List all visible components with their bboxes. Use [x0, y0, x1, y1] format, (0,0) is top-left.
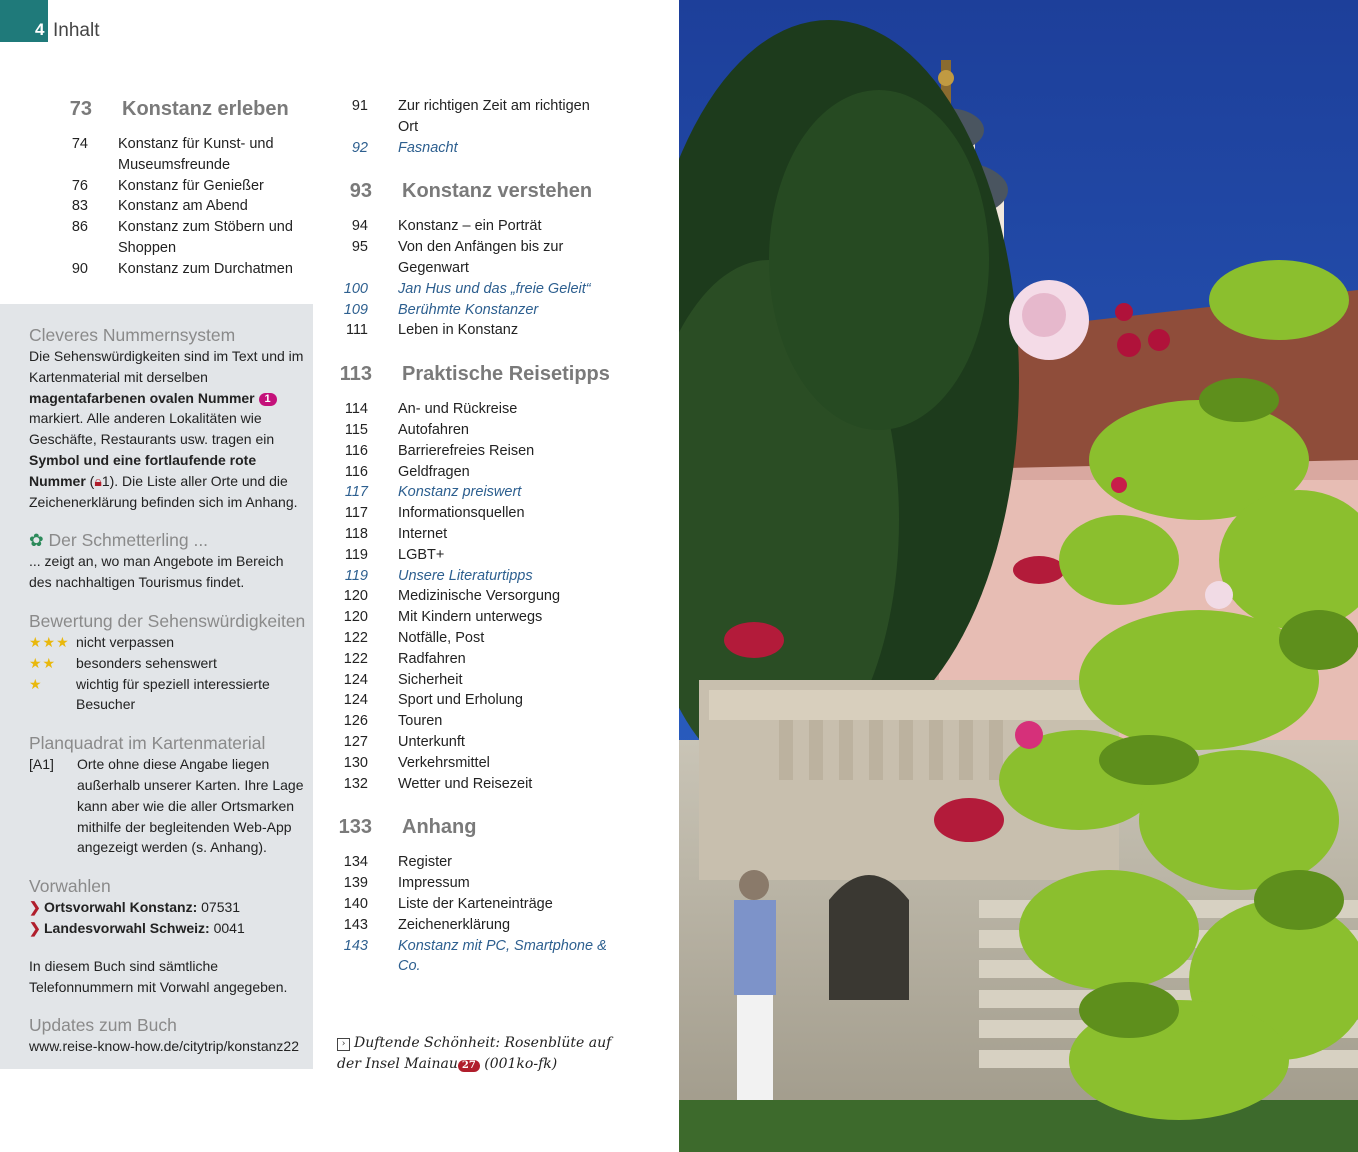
toc-page: 126	[343, 713, 368, 730]
toc-page: 90	[71, 260, 88, 277]
toc-title: Anhang	[402, 816, 477, 839]
toc-page: 122	[343, 629, 368, 646]
toc-page: 93	[349, 180, 372, 203]
toc-title: Berühmte Konstanzer	[398, 301, 539, 318]
toc-entry[interactable]	[320, 237, 610, 279]
updates-link[interactable]: www.reise-know-how.de/citytrip/konstanz22	[29, 1038, 300, 1055]
toc-page: 120	[343, 609, 368, 626]
toc-entry[interactable]	[320, 482, 610, 503]
toc-title: Liste der Karteneinträge	[398, 895, 553, 912]
toc-section-heading[interactable]	[320, 178, 610, 204]
toc-title: Notfälle, Post	[398, 629, 485, 646]
toc-page: 117	[344, 484, 368, 501]
toc-entry[interactable]	[320, 873, 610, 894]
dialing-note: In diesem Buch sind sämtliche Telefonnummern mit Vorwahl angegeben.	[29, 957, 288, 995]
toc-page: 119	[344, 567, 368, 584]
toc-title: Konstanz preiswert	[398, 484, 522, 501]
toc-entry[interactable]	[40, 134, 310, 176]
toc-page: 140	[343, 895, 368, 912]
lock-icon: 🔒︎	[94, 472, 102, 489]
info-box	[0, 304, 313, 1069]
toc-entry[interactable]	[320, 690, 610, 711]
toc-title: Autofahren	[398, 421, 469, 438]
toc-entry[interactable]	[320, 711, 610, 732]
page-title: Inhalt	[53, 20, 100, 41]
toc-page: 124	[343, 692, 368, 709]
dialing-heading: Vorwahlen	[29, 876, 111, 897]
toc-entry[interactable]	[320, 399, 610, 420]
toc-left-column	[40, 96, 310, 280]
toc-title: Medizinische Versorgung	[398, 588, 561, 605]
toc-title: Praktische Reisetipps	[402, 363, 610, 386]
toc-title: LGBT+	[398, 546, 445, 563]
dialing-list	[29, 897, 307, 939]
rating-text: wichtig für speziell interessierte Besucher	[76, 675, 270, 713]
toc-title: Konstanz für Kunst- und Museumsfreunde	[118, 136, 274, 173]
toc-entry[interactable]	[40, 176, 310, 197]
toc-page: 143	[343, 937, 368, 954]
toc-entry[interactable]	[320, 420, 610, 441]
butterfly-heading: ✿ Der Schmetterling ...	[29, 530, 209, 551]
dialing-row	[29, 918, 307, 939]
toc-title: Konstanz zum Stöbern und Shoppen	[118, 219, 293, 256]
toc-title: Zeichenerklärung	[398, 916, 511, 933]
toc-page: 139	[343, 875, 368, 892]
toc-entry[interactable]	[40, 217, 310, 259]
toc-title: Zur richtigen Zeit am richtigen Ort	[398, 98, 590, 135]
toc-title: Impressum	[398, 875, 470, 892]
location-number-badge: 27	[458, 1060, 480, 1072]
grid-label: [A1]	[29, 756, 54, 773]
toc-title: Jan Hus und das „freie Geleit“	[398, 280, 591, 297]
dialing-value: 07531	[197, 899, 241, 916]
toc-entry-list	[40, 134, 310, 280]
toc-title: Von den Anfängen bis zur Gegenwart	[398, 239, 564, 276]
toc-page: 118	[344, 525, 368, 542]
toc-entry[interactable]	[320, 462, 610, 483]
updates-heading: Updates zum Buch	[29, 1015, 177, 1036]
toc-page: 113	[339, 363, 372, 386]
toc-entry[interactable]	[320, 138, 610, 159]
toc-title: Fasnacht	[398, 139, 458, 156]
toc-entry[interactable]	[40, 259, 310, 280]
photo-mainau-roses	[679, 0, 1358, 1152]
toc-title: Radfahren	[398, 650, 466, 667]
toc-title: Konstanz zum Durchatmen	[118, 260, 293, 277]
toc-title: Unterkunft	[398, 733, 465, 750]
toc-page: 114	[344, 401, 368, 418]
toc-page: 111	[345, 322, 368, 339]
toc-entry[interactable]	[320, 852, 610, 873]
toc-page: 86	[71, 219, 88, 236]
toc-title: Konstanz für Genießer	[118, 177, 264, 194]
toc-page: 120	[343, 588, 368, 605]
magenta-number-badge: 1	[259, 393, 277, 406]
toc-page: 91	[351, 98, 368, 114]
toc-entry[interactable]	[320, 524, 610, 545]
toc-entry[interactable]	[320, 732, 610, 753]
toc-entry[interactable]	[320, 300, 610, 321]
toc-title: Konstanz mit PC, Smartphone & Co.	[398, 937, 607, 975]
toc-page: 83	[71, 198, 88, 215]
toc-title: Konstanz – ein Porträt	[398, 218, 542, 235]
toc-title: Internet	[398, 525, 448, 542]
toc-title: Konstanz erleben	[122, 98, 289, 120]
toc-page: 130	[343, 754, 368, 771]
toc-section-heading[interactable]	[40, 96, 310, 122]
star-icon: ★★★	[29, 633, 70, 650]
photo-caption: › Duftende Schönheit: Rosenblüte auf der Insel Mainau 27 (001ko-fk)	[337, 1035, 612, 1072]
toc-entry[interactable]	[320, 96, 610, 138]
toc-page: 76	[71, 177, 88, 194]
toc-page: 116	[344, 442, 368, 459]
toc-page: 134	[343, 854, 368, 871]
numbering-text: Die Sehenswürdigkeiten sind im Text und im Kartenmaterial mit derselben magentafarbenen ovalen Nummer 1 markiert. Alle anderen Lokalitäten wie Geschäfte, Restaurants usw. tragen ein Symbol und eine fortlaufende rote Nummer (🔒︎1). Die Liste aller Orte und die Zeichenerklärung befinden sich im Anhang.	[29, 348, 304, 510]
toc-section-heading[interactable]	[320, 361, 610, 387]
toc-title: Konstanz verstehen	[402, 180, 593, 203]
toc-page: 119	[344, 546, 368, 563]
toc-title: Wetter und Reisezeit	[398, 775, 533, 792]
toc-title: Geldfragen	[398, 463, 470, 480]
toc-page: 73	[69, 98, 92, 120]
toc-entry[interactable]	[320, 607, 610, 628]
toc-page: 100	[343, 280, 368, 297]
toc-title: Mit Kindern unterwegs	[398, 609, 543, 626]
photo-illustration	[679, 0, 1358, 1152]
toc-entry[interactable]	[320, 320, 610, 341]
toc-entry[interactable]	[40, 196, 310, 217]
toc-entry-list	[320, 96, 610, 158]
page-number: 4	[35, 20, 45, 39]
toc-page: 143	[343, 916, 368, 933]
chevron-right-icon: ❯	[29, 899, 41, 916]
star-icon: ★★	[29, 654, 57, 671]
toc-entry[interactable]	[320, 894, 610, 915]
toc-title: Unsere Literaturtipps	[398, 567, 533, 584]
toc-title: Touren	[398, 713, 443, 730]
rating-row	[29, 632, 307, 653]
toc-page: 133	[338, 816, 372, 839]
dialing-row	[29, 897, 307, 918]
butterfly-text: ... zeigt an, wo man Angebote im Bereich des nachhaltigen Tourismus findet.	[29, 553, 284, 591]
toc-page: 117	[344, 505, 368, 522]
toc-entry[interactable]	[320, 915, 610, 936]
toc-title: Konstanz am Abend	[118, 198, 248, 215]
toc-title: Barrierefreies Reisen	[398, 442, 535, 459]
toc-page: 92	[351, 139, 368, 156]
rating-text: nicht verpassen	[76, 633, 175, 650]
toc-title: Leben in Konstanz	[398, 322, 519, 339]
toc-entry[interactable]	[320, 586, 610, 607]
chevron-right-icon: ❯	[29, 919, 41, 936]
toc-title: Verkehrsmittel	[398, 754, 490, 771]
toc-page: 94	[351, 218, 368, 235]
toc-page: 95	[351, 239, 368, 256]
dialing-value: 0041	[209, 919, 245, 936]
toc-page: 122	[343, 650, 368, 667]
toc-title: Register	[398, 854, 452, 871]
toc-page: 109	[343, 301, 368, 318]
dialing-label: Ortsvorwahl Konstanz:	[44, 899, 198, 916]
star-icon: ★	[29, 675, 43, 692]
toc-entry[interactable]	[320, 566, 610, 587]
toc-mid-column	[320, 96, 610, 977]
toc-title: Sport und Erholung	[398, 692, 523, 709]
toc-page: 132	[343, 775, 368, 792]
toc-page: 127	[343, 733, 368, 750]
toc-entry[interactable]	[320, 503, 610, 524]
arrow-box-icon: ›	[337, 1038, 350, 1051]
rating-text: besonders sehenswert	[76, 654, 217, 671]
toc-entry[interactable]	[320, 649, 610, 670]
toc-title: Sicherheit	[398, 671, 463, 688]
toc-page: 124	[343, 671, 368, 688]
toc-entry[interactable]	[320, 753, 610, 774]
toc-page: 115	[344, 421, 368, 438]
grid-text: Orte ohne diese Angabe liegen außerhalb unserer Karten. Ihre Lage kann aber wie die aller Ortsmarken mithilfe der begleitenden Web-App angezeigt werden (s. Anhang).	[77, 756, 304, 856]
toc-entry[interactable]	[320, 216, 610, 237]
toc-entry[interactable]	[320, 545, 610, 566]
numbering-heading: Cleveres Nummernsystem	[29, 325, 236, 345]
toc-title: Informationsquellen	[398, 505, 525, 522]
dialing-label: Landesvorwahl Schweiz:	[44, 919, 210, 936]
toc-entry[interactable]	[320, 279, 610, 300]
toc-section-heading[interactable]	[320, 814, 610, 840]
rating-list	[29, 632, 307, 715]
toc-entry[interactable]	[320, 441, 610, 462]
toc-entry[interactable]	[320, 670, 610, 691]
toc-entry[interactable]	[320, 628, 610, 649]
toc-entry[interactable]	[320, 936, 610, 978]
rating-row	[29, 674, 307, 716]
toc-section-list	[320, 158, 610, 977]
toc-title: An- und Rückreise	[398, 401, 518, 418]
rating-row	[29, 653, 307, 674]
grid-explanation	[29, 754, 307, 858]
toc-page: 74	[71, 136, 88, 152]
toc-page: 116	[344, 463, 368, 480]
toc-entry[interactable]	[320, 774, 610, 795]
grid-heading: Planquadrat im Kartenmaterial	[29, 733, 266, 754]
butterfly-icon: ✿	[29, 530, 44, 551]
rating-heading: Bewertung der Sehenswürdigkeiten	[29, 610, 306, 631]
